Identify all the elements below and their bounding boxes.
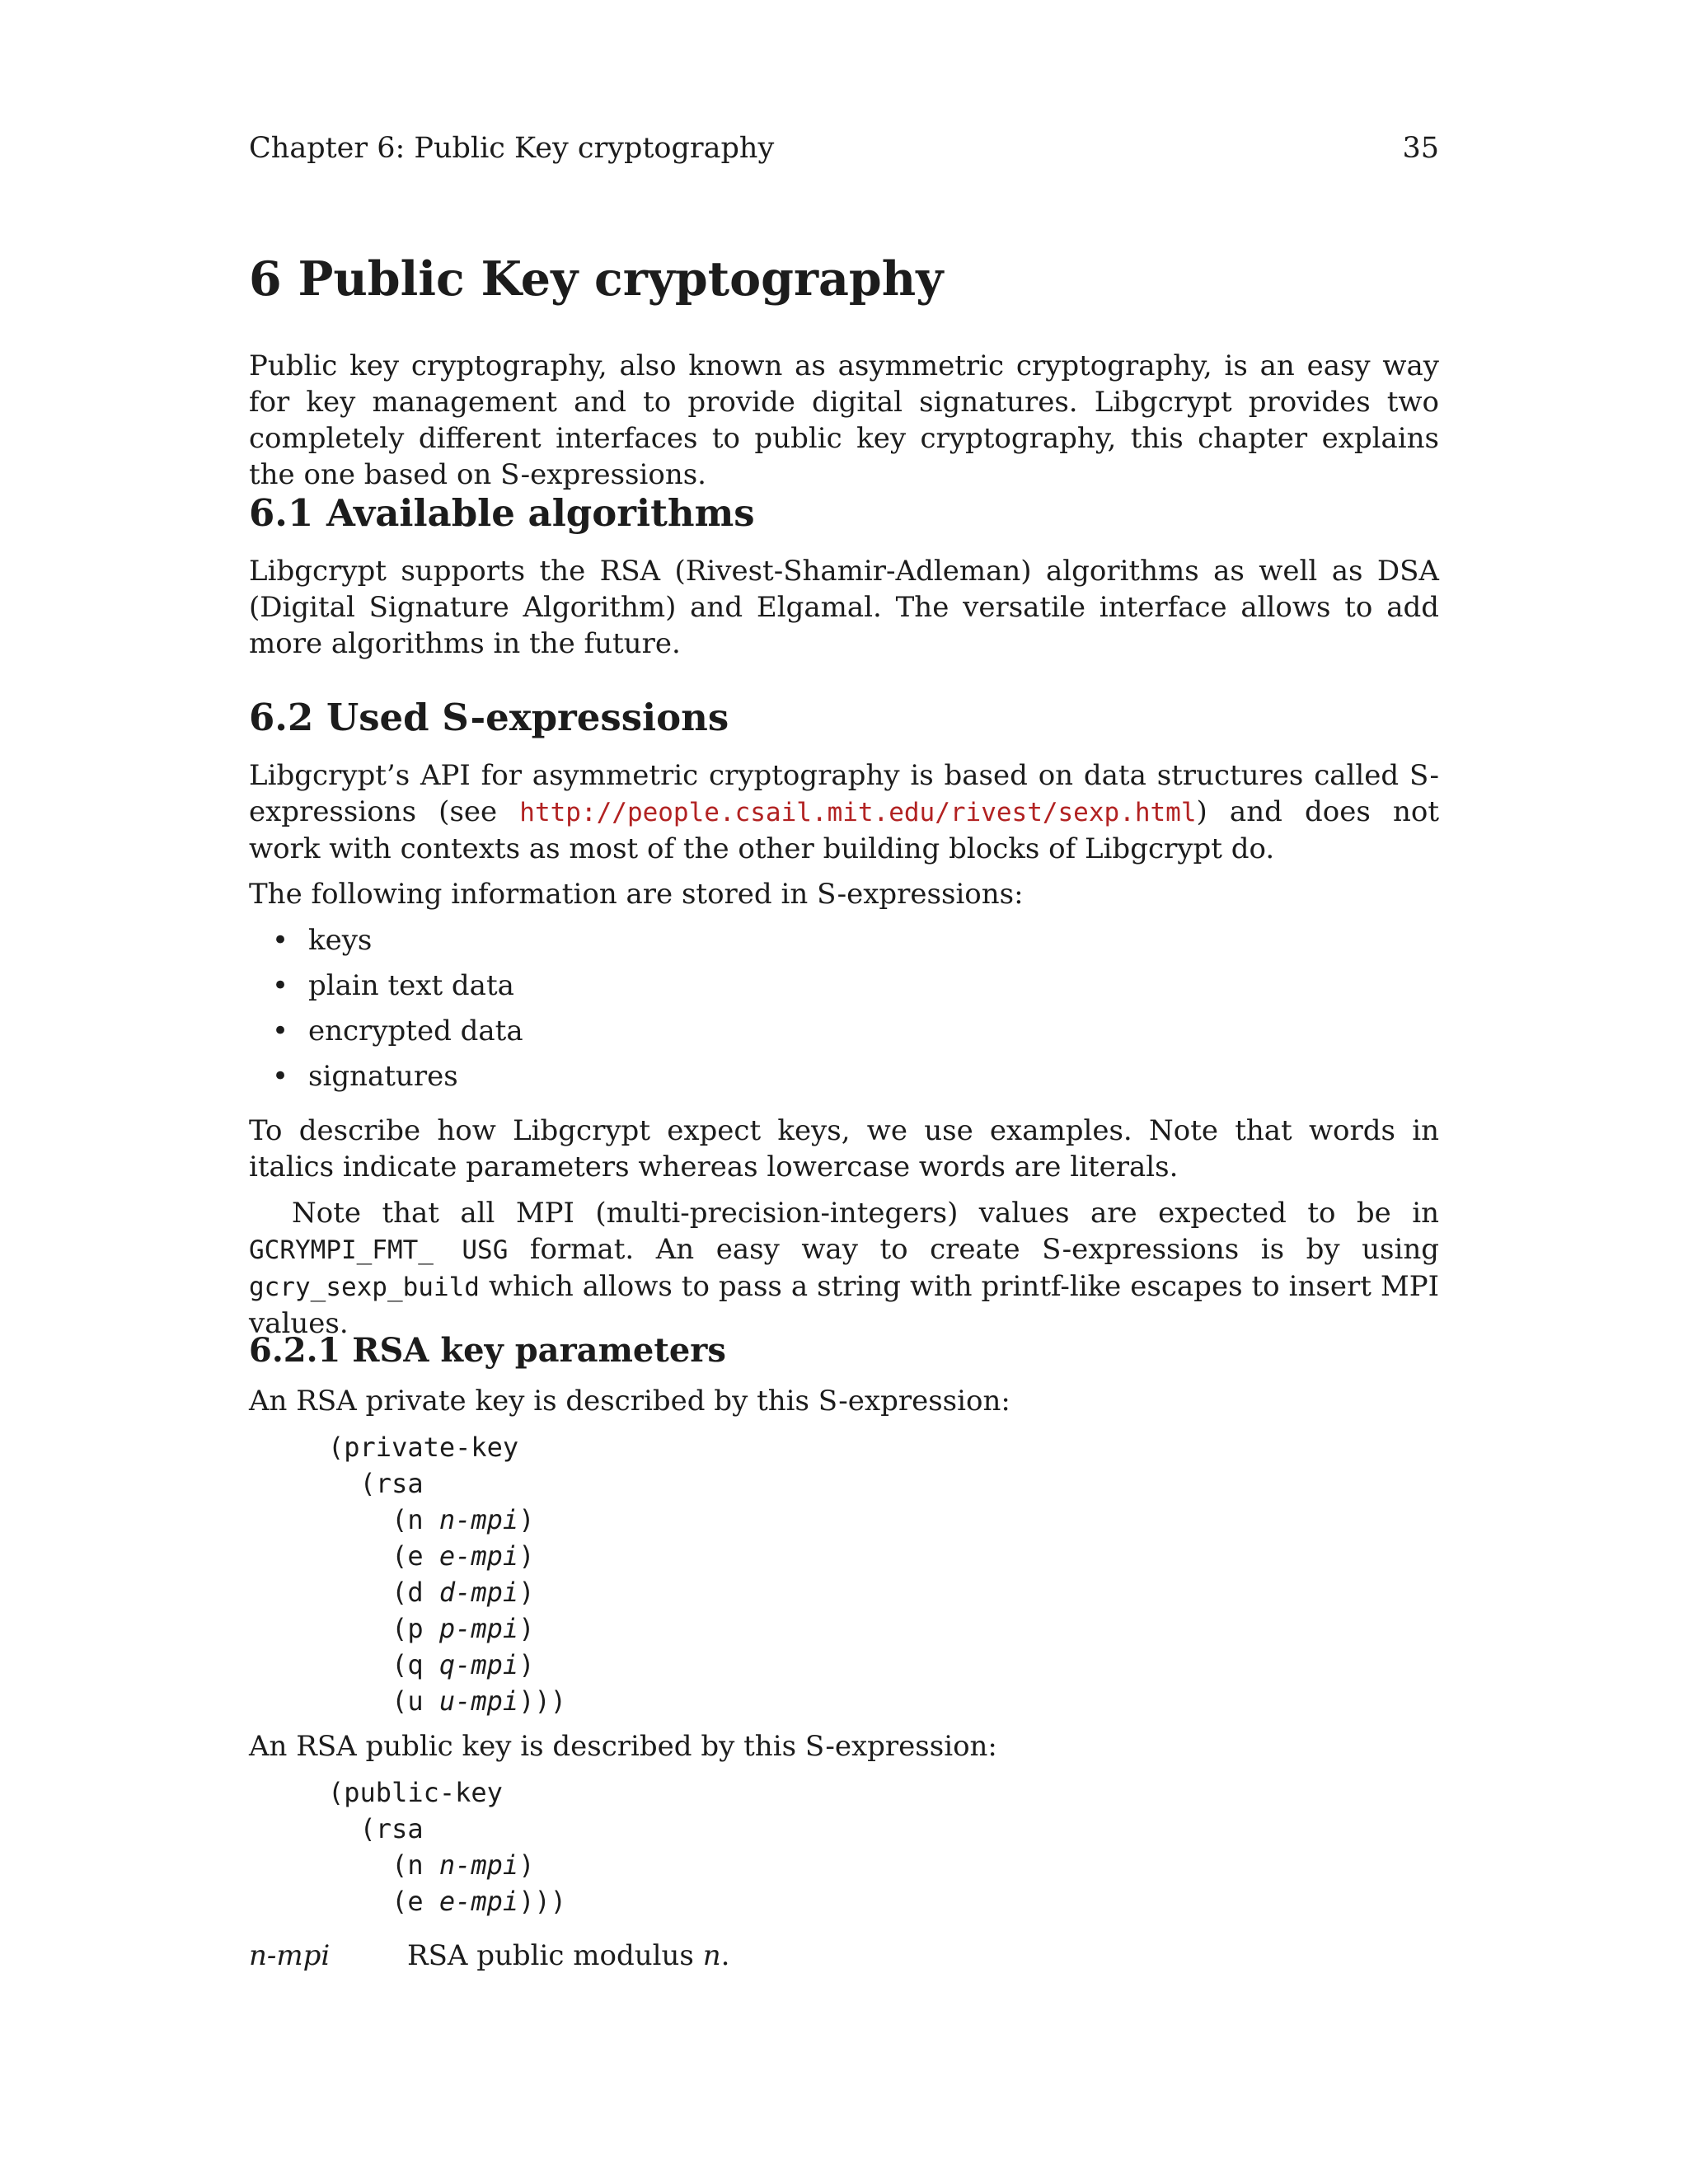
section-6-1-title: 6.1 Available algorithms xyxy=(249,491,755,535)
private-key-intro: An RSA private key is described by this S-expression: xyxy=(249,1385,1010,1418)
inline-code-function: gcry_sexp_build xyxy=(249,1272,480,1302)
definition-text: RSA public modulus n. xyxy=(407,1939,730,1972)
bullet-icon: • xyxy=(272,1060,289,1093)
section-6-2-paragraph-2: The following information are stored in S-expressions: xyxy=(249,878,1024,911)
chapter-title: 6 Public Key cryptography xyxy=(249,251,944,307)
chapter-intro: Public key cryptography, also known as asymmetric cryptography, is an easy way for key management and to provide digital signatures. Libgcrypt provides two completely different interfaces to public key cryptography, this chapter explains the one based on S-expressions. xyxy=(249,349,1439,491)
public-key-intro: An RSA public key is described by this S-expression: xyxy=(249,1730,997,1763)
section-6-2-paragraph-4: Note that all MPI (multi-precision-integers) values are expected to be in GCRYMPI_FMT_ USG format. An easy way to create S-expressions is by using gcry_sexp_build which allows to pass a string with printf-like escapes to insert MPI values. xyxy=(249,1197,1439,1340)
definition-term: n-mpi xyxy=(249,1939,331,1972)
bullet-icon: • xyxy=(272,924,289,957)
section-6-2-1-title: 6.2.1 RSA key parameters xyxy=(249,1331,726,1370)
p1-text-before: Libgcrypt’s API for asymmetric cryptography is based on data structures called S-expressions (see xyxy=(249,759,1439,828)
page-number: 35 xyxy=(1402,132,1439,165)
bullet-icon: • xyxy=(272,969,289,1002)
sexp-link[interactable]: http://people.csail.mit.edu/rivest/sexp.html xyxy=(519,798,1197,827)
list-item: • encrypted data xyxy=(272,1015,523,1047)
private-key-code-block: (private-key (rsa (n n-mpi) (e e-mpi) (d d-mpi) (p p-mpi) (q q-mpi) (u u-mpi))) xyxy=(328,1432,566,1717)
list-item: • signatures xyxy=(272,1060,458,1093)
section-6-2-title: 6.2 Used S-expressions xyxy=(249,696,729,739)
public-key-code-block: (public-key (rsa (n n-mpi) (e e-mpi))) xyxy=(328,1777,566,1917)
section-6-2-paragraph-1 xyxy=(249,757,1439,867)
section-6-2-paragraph-3: To describe how Libgcrypt expect keys, we use examples. Note that words in italics indicate parameters whereas lowercase words are literals. xyxy=(249,1114,1439,1183)
p1-text-after: ) and does not work with contexts as most of the other building blocks of Libgcrypt do. xyxy=(249,795,1439,865)
section-6-1-body: Libgcrypt supports the RSA (Rivest-Shamir-Adleman) algorithms as well as DSA (Digital Signature Algorithm) and Elgamal. The versatile interface allows to add more algorithms in the future. xyxy=(249,555,1439,660)
bullet-icon: • xyxy=(272,1015,289,1047)
list-item: • keys xyxy=(272,924,373,957)
inline-code-format: GCRYMPI_FMT_ USG xyxy=(249,1235,509,1265)
running-header-title: Chapter 6: Public Key cryptography xyxy=(249,132,775,165)
list-item: • plain text data xyxy=(272,969,514,1002)
